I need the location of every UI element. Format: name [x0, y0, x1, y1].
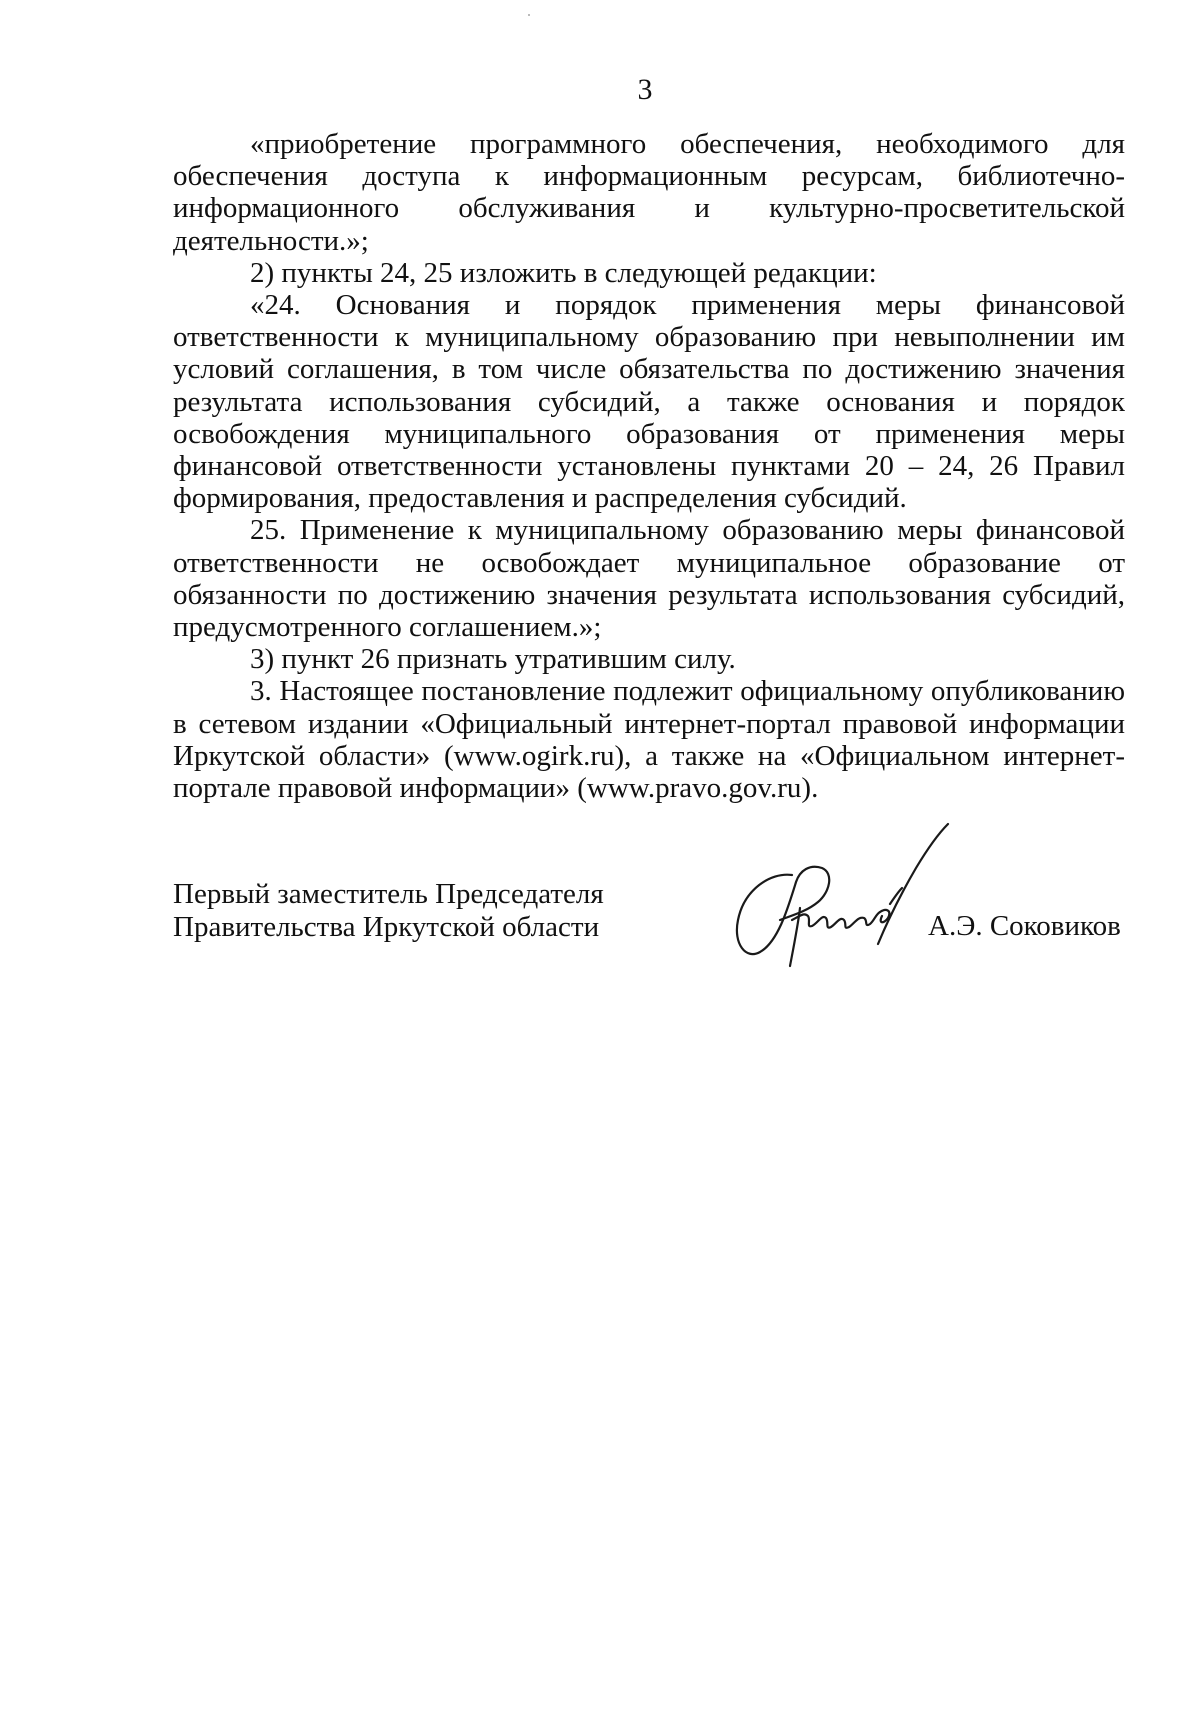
signatory-position-line-2: Правительства Иркутской области	[173, 911, 600, 943]
handwritten-signature	[730, 820, 990, 970]
signatory-name: А.Э. Соковиков	[928, 910, 1121, 942]
signatory-position-line-1: Первый заместитель Председателя	[173, 878, 604, 910]
paragraph-publication: 3. Настоящее постановление подлежит официальному опубликованию в сетевом издании «Официальный интернет-портал правовой информации Иркутской области» (www.ogirk.ru), а также на «Официальном интернет-портале правовой информации» (www.pravo.gov.ru).	[173, 675, 1125, 805]
document-body	[173, 128, 1125, 804]
signatory-position	[173, 878, 604, 944]
paragraph-software-acquisition: «приобретение программного обеспечения, необходимого для обеспечения доступа к информационным ресурсам, библиотечно-информационного обслуживания и культурно-просветительской деятельности.»;	[173, 128, 1125, 257]
paragraph-item-25: 25. Применение к муниципальному образованию меры финансовой ответственности не освобождает муниципальное образование от обязанности по достижению значения результата использования субсидий, предусмотренного соглашением.»;	[173, 514, 1125, 644]
paragraph-item-26-void: 3) пункт 26 признать утратившим силу.	[250, 643, 736, 676]
paragraph-item-24: «24. Основания и порядок применения меры финансовой ответственности к муниципальному образованию при невыполнении им условий соглашения, в том числе обязательства по достижению значения результата использования субсидий, а также основания и порядок освобождения муниципального образования от применения меры финансовой ответственности установлены пунктами 20 – 24, 26 Правил формирования, предоставления и распределения субсидий.	[173, 289, 1125, 515]
paragraph-amendment-items-24-25: 2) пункты 24, 25 изложить в следующей редакции:	[250, 256, 877, 289]
scan-artifact	[528, 14, 530, 16]
page-number: 3	[637, 73, 653, 106]
